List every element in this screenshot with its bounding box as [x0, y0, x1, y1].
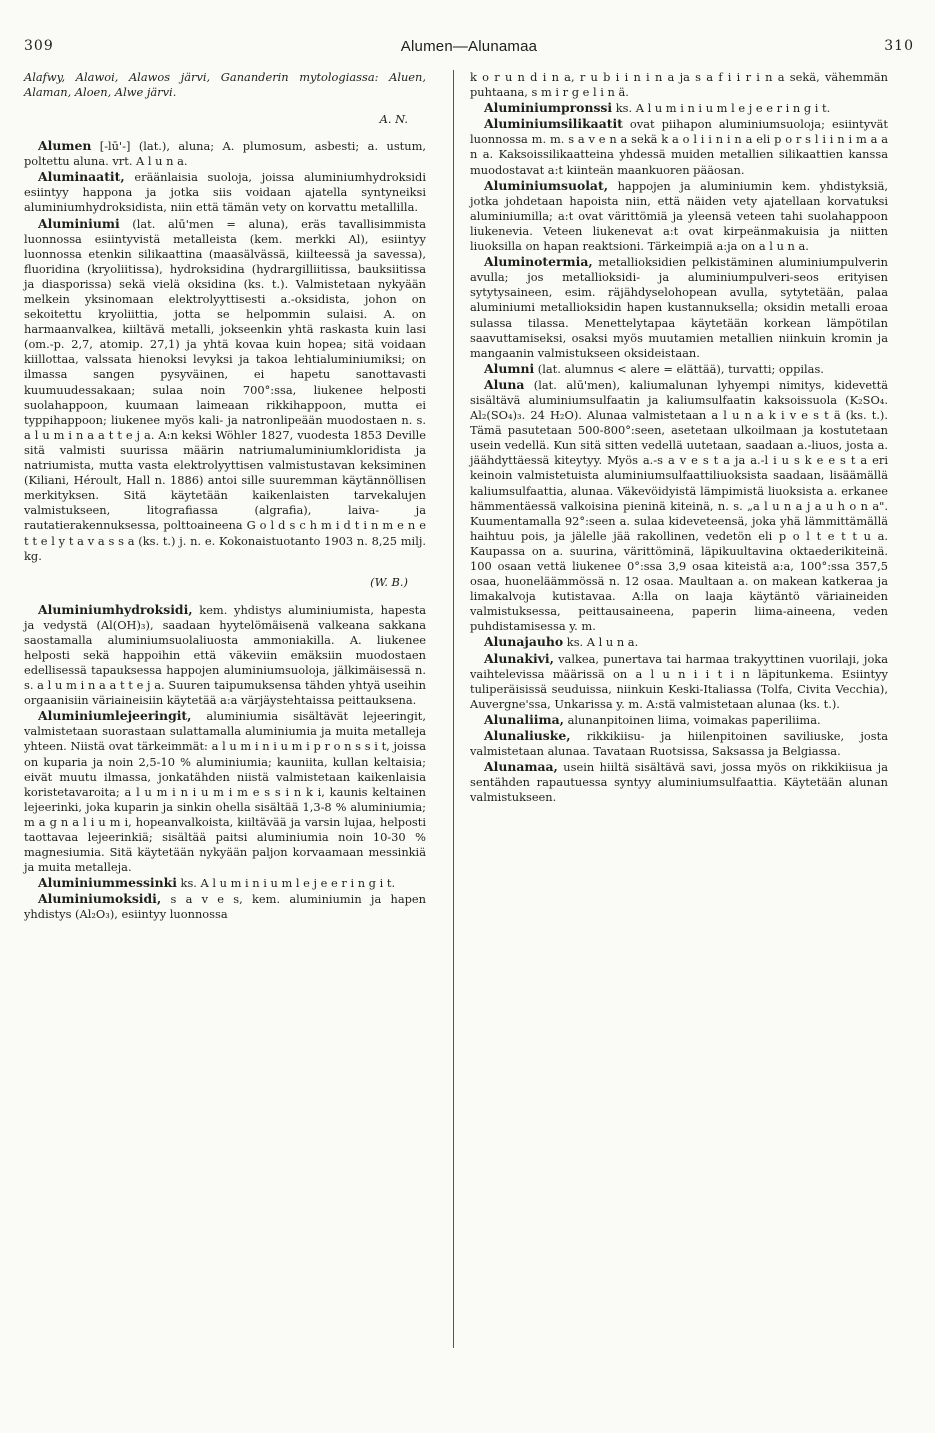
headword: Aluminaatit,	[38, 169, 125, 185]
author-signature: A. N.	[379, 111, 408, 126]
entry-text: ovat piihapon aluminiumsuoloja; esiintyvät luonnossa m. m. s a v e n a sekä k a o l i i n i n a eli p o r s l i i n i m a a n a. Kaksoissilikaatteina yhdessä muiden metallien silikaattien kanssa muodostavat a:t kiinteän maankuoren pääosan.	[470, 117, 888, 177]
entry-alumni	[470, 361, 888, 377]
headword: Alumni	[484, 360, 535, 376]
entry-aluminaatit	[24, 169, 426, 215]
entry-text: (lat. alumnus < alere = elättää), turvatti; oppilas.	[534, 361, 824, 376]
headword: Aluminiumi	[38, 215, 120, 231]
entry-aluminiumsilikaatit	[470, 116, 888, 177]
entry-aluminiumsuolat	[470, 178, 888, 254]
page-header	[24, 38, 914, 60]
entry-aluminiumhydroksidi	[24, 602, 426, 709]
entry-aluna	[470, 377, 888, 635]
entry-aluminiumoksidi	[24, 891, 426, 922]
headword: Aluminiumhydroksidi,	[38, 601, 193, 617]
headword: Aluminiumlejeeringit,	[38, 708, 192, 724]
headword: Aluminiummessinki	[38, 875, 177, 891]
entry-text: (lat. alū'men = aluna), eräs tavallisimmista luonnossa esiintyvistä metalleista (kem. merkki Al), esiintyy luonnossa etenkin silikaattina (maasälvässä, kiilteessä ja savessa), fluoridina (kryoliitissa), hydroksidina (hydrargilliitissa, bauksiitissa ja diasporissa) sekä vielä oksidina (ks. t.). Valmistetaan nykyään melkein yksinomaan elektrolyyttisesti a.-oksidista, johon on sekoitettu kryoliittia, jotta se helpommin sulaisi. A. on harmaanvalkea, kiiltävä metalli, jokseenkin yhtä raskasta kuin lasi (om.-p. 2,7, atomip. 27,1) ja yhtä kovaa kuin hopea; sitä voidaan kiillottaa, valssata hienoksi levyksi ja takoa lehtialuminiumiksi; on ilmassa sangen pysyväinen, ei hapetu sanottavasti kuumuudessakaan; sulaa noin 700°:ssa, liukenee helposti suolahappoon, kuumaan laimeaan rikkihappoon, mutta ei typpihappoon; liukenee myös kali- ja natronlipeään muodostaen n. s. a l u m i n a a t t e j a. A:n keksi Wöhler 1827, vuodesta 1853 Deville sitä valmisti suurissa määrin natriumaluminiumkloridista ja natriumista, mutta vasta elektrolyyttisen valmistustavan keksiminen (Kiliani, Héroult, Hall n. 1886) antoi sille suuremman käytännöllisen merkityksen. Sitä käytetään kaikenlaisten tarvekalujen valmistukseen, litografiassa (algrafia), laiva- ja rautatierakennuksessa, polttoaineena G o l d s c h m i d t i n m e n e t t e l y t a v a s s a (ks. t.) j. n. e. Kokonaistuotanto 1903 n. 8,25 milj. kg.	[24, 216, 426, 563]
entry-text: rikkikiisu- ja hiilenpitoinen saviliuske, josta valmistetaan alunaa. Tavataan Ruotsissa, Saksassa ja Belgiassa.	[470, 729, 888, 759]
headword: Alumen	[38, 138, 92, 154]
entry-continuation: Alafwy, Alawoi, Alawos järvi, Gananderin mytologiassa: Aluen, Alaman, Aloen, Alwe järvi.	[24, 70, 426, 100]
entry-text: [-lū'-] (lat.), aluna; A. plumosum, asbesti; a. ustum, poltettu aluna. vrt. A l u n a.	[24, 139, 426, 169]
entry-text: valkea, punertava tai harmaa trakyyttinen vuorilaji, joka vaihtelevissa määrissä on a l u n i i t i n läpitunkema. Esiintyy tuliperäisissä seuduissa, niinkuin Keski-Italiassa (Tolfa, Civita Vecchia), Auvergne'ssa, Unkarissa y. m. A:stä valmistetaan alunaa (ks. t.).	[470, 651, 888, 711]
headword: Aluminiumsilikaatit	[484, 116, 623, 132]
author-signature: (W. B.)	[370, 575, 408, 590]
headword: Aluminiumpronssi	[484, 100, 613, 116]
headword: Alunajauho	[484, 634, 564, 650]
headword: Alunamaa,	[484, 759, 558, 775]
column-divider	[453, 70, 454, 1348]
entry-alunaliima	[470, 712, 888, 728]
entry-alunajauho	[470, 634, 888, 650]
entry-aluminiumpronssi	[470, 100, 888, 116]
entry-text: ks. A l u n a.	[563, 635, 639, 650]
headword: Alunaliima,	[484, 711, 564, 727]
headword: Aluna	[484, 376, 525, 392]
entry-alunaliuske	[470, 728, 888, 759]
page-number-left: 309	[24, 38, 54, 54]
entry-aluminiumi	[24, 216, 426, 564]
entry-aluminotermia	[470, 254, 888, 361]
headword: Alunakivi,	[484, 650, 554, 666]
entry-text: usein hiiltä sisältävä savi, jossa myös on rikkikiisua ja sentähden rapautuessa syntyy aluminiumsulfaattia. Käytetään alunan valmistukseen.	[470, 760, 888, 805]
entry-text: happojen ja aluminiumin kem. yhdistyksiä, jotka johdetaan hapoista niin, että näiden vety ajatellaan korvatuksi aluminiumilla; a:t ovat värittömiä ja yleensä veteen tahi suolahappoon liukenevia. Veteen liukenevat a:t ovat kirpeänmakuisia ja niitten liuoksilla on hapan reaktsioni. Tärkeimpiä a:ja on a l u n a.	[470, 178, 888, 254]
page-number-right: 310	[884, 38, 914, 54]
left-column	[24, 70, 426, 923]
headword: Aluminotermia,	[484, 254, 593, 270]
running-title: Alumen—Alunamaa	[400, 38, 538, 55]
entry-text: (lat. alū'men), kaliumalunan lyhyempi nimitys, kidevettä sisältävä aluminiumsulfaatin ja kaliumsulfaatin kaksoissuola (K₂SO₄. Al₂(SO₄)₃. 24 H₂O). Alunaa valmistetaan a l u n a k i v e s t ä (ks. t.). Tämä pasutetaan 500-800°:seen, asetetaan ulkoilmaan ja kostutetaan usein vedellä. Kun sitä sitten vedellä uutetaan, saadaan a.-liuos, josta a. jäähdyttäessä kiteytyy. Myös a.-s a v e s t a ja a.-l i u s k e e s t a eri keinoin valmistetuista aluminiumsulfaattiliuoksista saadaan, lisäämällä kaliumsulfaattia, alunaa. Väkevöidyistä lämpimistä liuoksista a. erkanee hämmentäessä valkoisina pieninä kiteinä, n. s. „a l u n a j a u h o n a". Kuumentamalla 92°:seen a. sulaa kideveteensä, joka yhä lämmittämällä haihtuu pois, ja jälelle jää rakollinen, vedetön eli p o l t e t t u a. Kaupassa on a. suurina, värittöminä, läpikuultavina oktaederikiteinä. 100 osaan vettä liukenee 0°:ssa 3,9 osaa kiteistä a:a, 100°:ssa 357,5 osaa, huoneläämmössä n. 12 osaa. Maultaan a. on makean katkeraa ja limakalvoja kutistavaa. A:lla on laaja käytäntö väriaineiden valmistuksessa, peittausaineena, paperin liima-aineena, veden puhdistamisessa y. m.	[470, 377, 888, 634]
headword: Aluminiumsuolat,	[484, 177, 609, 193]
right-column	[470, 70, 888, 806]
entry-aluminiumlejeeringit	[24, 708, 426, 875]
entry-aluminiummessinki	[24, 875, 426, 891]
headword: Alunaliuske,	[484, 728, 571, 744]
headword: Aluminiumoksidi,	[38, 891, 162, 907]
entry-text: metallioksidien pelkistäminen aluminiumpulverin avulla; jos metallioksidi- ja aluminiumpulveri-seos erityisen sytytysaineen, esim. räjähdyselohopean avulla, sytytetään, palaa aluminiumi metallioksidin hapen kustannuksella; oksidin metalli eroaa sulassa tilassa. Menettelytapaa käytetään korkean lämpötilan saavuttamiseksi, osaksi myös muutamien metallien niinkuin kromin ja mangaanin valmistukseen oksideistaan.	[470, 255, 888, 360]
entry-continuation: k o r u n d i n a, r u b i i n i n a ja s a f i i r i n a sekä, vähemmän puhtaana, s m i r g e l i n ä.	[470, 70, 888, 100]
entry-text: s a v e s, kem. aluminiumin ja hapen yhdistys (Al₂O₃), esiintyy luonnossa	[24, 892, 426, 922]
entry-text: alunanpitoinen liima, voimakas paperiliima.	[563, 712, 821, 727]
entry-text: kem. yhdistys aluminiumista, hapesta ja vedystä (Al(OH)₃), saadaan hyytelömäisenä valkeana sakkana saostamalla aluminiumsuolaliuosta ammoniakilla. A. liukenee helposti sekä happoihin että väkeviin emäksiin muodostaen edellisessä tapauksessa happojen aluminiumsuoloja, jälkimäisessä n. s. a l u m i n a a t t e j a. Suuren taipumuksensa tähden yhtyä useihin orgaanisiin väriaineisiin käytetää a:a värjäystehtaissa peittauksena.	[24, 602, 426, 708]
entry-alunakivi	[470, 651, 888, 712]
entry-text: aluminiumia sisältävät lejeeringit, valmistetaan suorastaan sulattamalla aluminiumia ja muita metalleja yhteen. Niistä ovat tärkeimmät: a l u m i n i u m i p r o n s s i t, joissa on kuparia ja noin 2,5-10 % aluminiumia; kauniita, kullan keltaisia; eivät muutu ilmassa, jonkatähden niistä valmistetaan kaikenlaisia koristetavaroita; a l u m i n i u m i m e s s i n k i, kaunis keltainen lejeerinki, joka kuparin ja sinkin ohella sisältää 1,3-8 % aluminiumia; m a g n a l i u m i, hopeanvalkoista, kiiltävää ja varsin lujaa, helposti taottavaa lejeerinkiä; sisältää paitsi aluminiumia noin 10-30 % magnesiumia. Sitä käytetään nykyään paljon korvaamaan messinkiä ja muita metalleja.	[24, 709, 426, 875]
entry-text: ks. A l u m i n i u m l e j e e r i n g i t.	[176, 876, 396, 891]
entry-text: eräänlaisia suoloja, joissa aluminiumhydroksidi esiintyy happona ja jotka siis voidaan ajatella syntyneiksi aluminiumhydroksidista, niin että tämän vety on korvattu metallilla.	[24, 170, 426, 215]
entry-alumen	[24, 138, 426, 169]
entry-text: ks. A l u m i n i u m l e j e e r i n g i t.	[612, 101, 831, 116]
entry-alunamaa	[470, 759, 888, 805]
